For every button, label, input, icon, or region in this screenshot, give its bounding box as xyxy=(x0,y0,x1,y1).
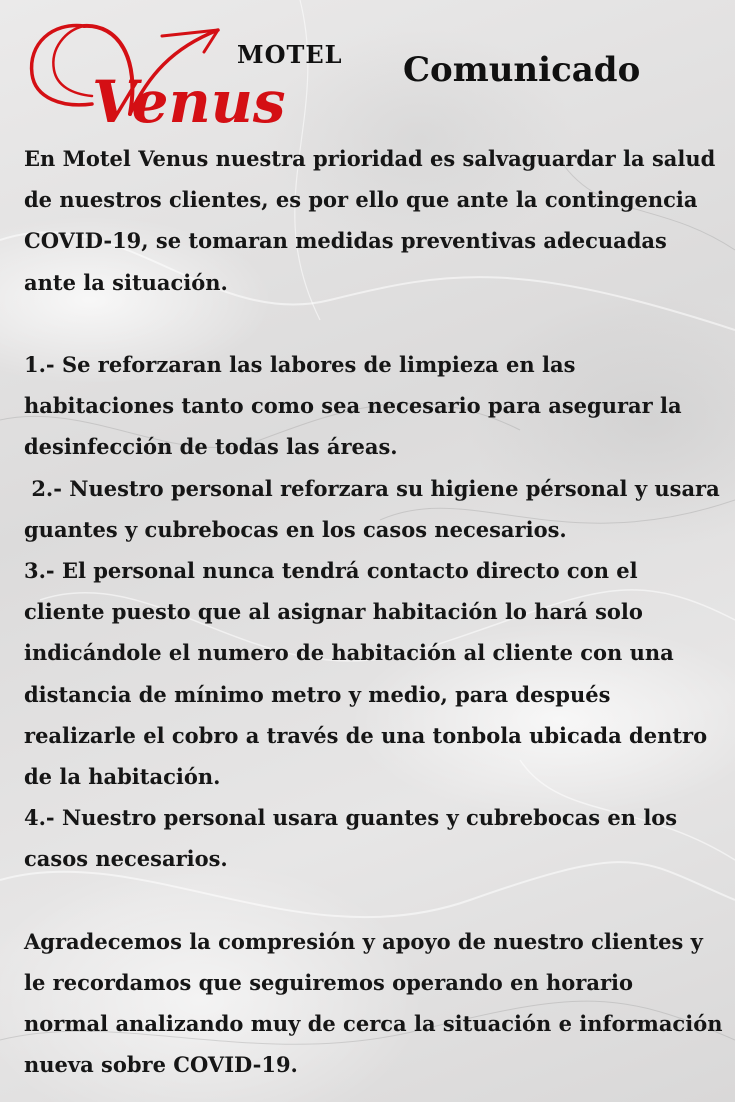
list-item: 3.- El personal nunca tendrá contacto directo con el cliente puesto que al asignar habitación lo hará solo indicándole el numero de habitación al cliente con una distancia de mínimo metro y medio, para después realizarle el cobro a través de una tonbola ubicada dentro de la habitación. xyxy=(24,558,715,790)
page-title: Comunicado xyxy=(403,50,641,90)
closing-paragraph: Agradecemos la compresión y apoyo de nuestro clientes y le recordamos que seguiremos operando en horario normal analizando muy de cerca la situación e información nueva sobre COVID-19. xyxy=(24,928,730,1078)
logo-brand-text: Venus xyxy=(92,68,286,130)
logo-motel-text: MOTEL xyxy=(237,40,343,69)
motel-venus-logo xyxy=(22,18,342,130)
paragraph-spacer xyxy=(24,880,724,921)
list-item: 4.- Nuestro personal usara guantes y cubrebocas en los casos necesarios. xyxy=(24,805,685,872)
venus-script-logo xyxy=(22,18,342,130)
list-item: 1.- Se reforzaran las labores de limpieza en las habitaciones tanto como sea necesario para asegurar la desinfección de todas las áreas. xyxy=(24,352,689,460)
paragraph-spacer xyxy=(24,303,724,344)
document-body xyxy=(24,138,730,1086)
intro-paragraph: En Motel Venus nuestra prioridad es salvaguardar la salud de nuestros clientes, es por ello que ante la contingencia COVID-19, se tomaran medidas preventivas adecuadas ante la situación. xyxy=(24,146,723,295)
list-item: 2.- Nuestro personal reforzara su higiene pérsonal y usara guantes y cubrebocas en los casos necesarios. xyxy=(24,475,728,542)
